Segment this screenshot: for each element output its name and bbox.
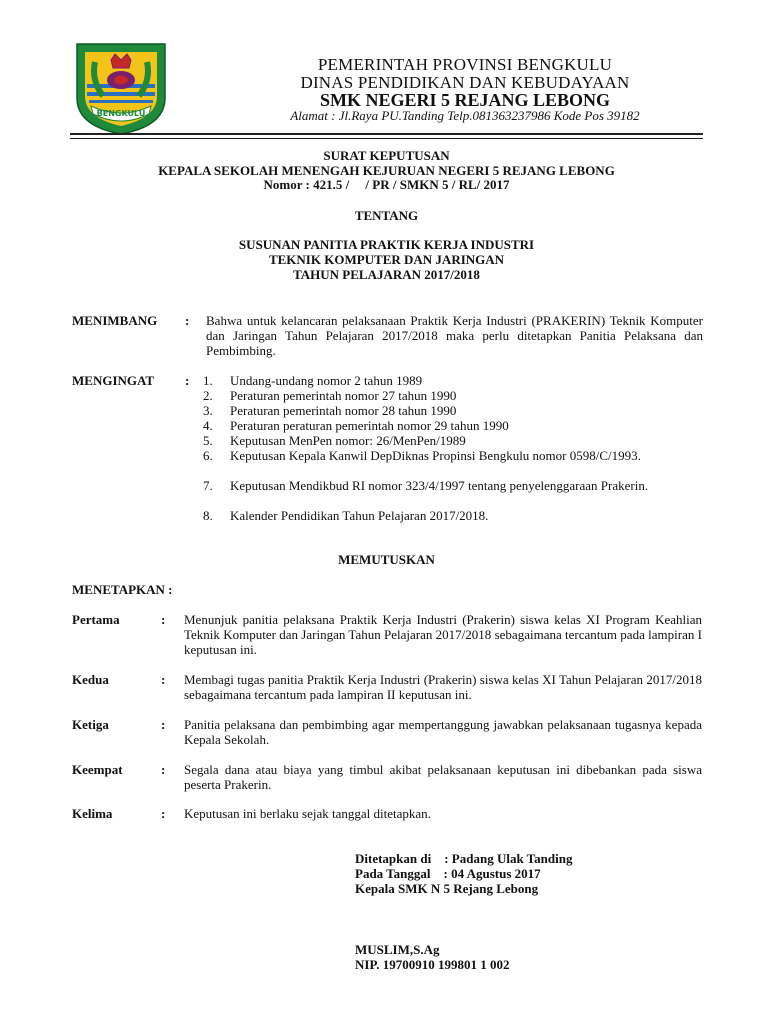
mengingat-item-number: 7. <box>203 478 213 493</box>
decision-colon: : <box>161 612 166 627</box>
decision-colon: : <box>161 762 166 777</box>
signature-date: Pada Tanggal : 04 Agustus 2017 <box>355 866 541 881</box>
mengingat-item-text: Keputusan MenPen nomor: 26/MenPen/1989 <box>230 433 466 448</box>
decision-label-ketiga: Ketiga <box>72 717 109 732</box>
signature-position: Kepala SMK N 5 Rejang Lebong <box>355 881 539 896</box>
document-type-heading: SURAT KEPUTUSAN <box>323 148 450 163</box>
letterhead-government-line: PEMERINTAH PROVINSI BENGKULU <box>317 55 613 74</box>
decision-colon: : <box>161 806 166 821</box>
decision-text-keempat: Segala dana atau biaya yang timbul akibat pelaksanaan keputusan ini dibebankan pada siswa peserta Prakerin. <box>184 762 702 792</box>
signatory-name: MUSLIM,S.Ag <box>355 942 440 957</box>
letterhead-address: Alamat : Jl.Raya PU.Tanding Telp.081363237986 Kode Pos 39182 <box>290 108 640 123</box>
tentang-heading: TENTANG <box>354 208 419 223</box>
mengingat-item-text: Peraturan pemerintah nomor 27 tahun 1990 <box>230 388 457 403</box>
mengingat-item-text: Kalender Pendidikan Tahun Pelajaran 2017/2018. <box>230 508 489 523</box>
mengingat-item-number: 1. <box>203 373 213 388</box>
mengingat-item-number: 8. <box>203 508 213 523</box>
subject-line-2: TEKNIK KOMPUTER DAN JARINGAN <box>268 252 505 267</box>
mengingat-item-number: 5. <box>203 433 213 448</box>
decision-text-kedua: Membagi tugas panitia Praktik Kerja Industri (Prakerin) siswa kelas XI Tahun Pelajaran 2017/2018 sebagaimana tercantum pada lampiran II keputusan ini. <box>184 672 702 702</box>
logo-banner-text: BENGKULU <box>96 109 146 118</box>
mengingat-item-number: 3. <box>203 403 213 418</box>
mengingat-item-text: Undang-undang nomor 2 tahun 1989 <box>230 373 423 388</box>
menimbang-text: Bahwa untuk kelancaran pelaksanaan Praktik Kerja Industri (PRAKERIN) Teknik Komputer dan Jaringan Tahun Pelajaran 2017/2018 maka perlu ditetapkan Panitia Pelaksana dan Pembimbing. <box>206 313 703 358</box>
subject-line-1: SUSUNAN PANITIA PRAKTIK KERJA INDUSTRI <box>238 237 535 252</box>
mengingat-label: MENGINGAT <box>72 373 155 388</box>
mengingat-item-number: 2. <box>203 388 213 403</box>
subject-line-3: TAHUN PELAJARAN 2017/2018 <box>293 267 480 282</box>
mengingat-item-text: Peraturan peraturan pemerintah nomor 29 tahun 1990 <box>230 418 509 433</box>
decision-label-kelima: Kelima <box>72 806 113 821</box>
letterhead-school-name: SMK NEGERI 5 REJANG LEBONG <box>319 90 611 110</box>
provincial-emblem-logo <box>73 40 169 136</box>
letterhead-rule-thick <box>70 133 703 135</box>
letterhead-department-line: DINAS PENDIDIKAN DAN KEBUDAYAAN <box>300 73 630 92</box>
decision-text-kelima: Keputusan ini berlaku sejak tanggal ditetapkan. <box>184 806 431 821</box>
decision-text-pertama: Menunjuk panitia pelaksana Praktik Kerja Industri (Prakerin) siswa kelas XI Program Keahlian Teknik Komputer dan Jaringan Tahun Pelajaran 2017/2018 sebagaimana tercantum pada lampiran I keputusan ini. <box>184 612 702 657</box>
letterhead-rule-thin <box>70 138 703 139</box>
mengingat-colon: : <box>185 373 190 388</box>
mengingat-item-text: Keputusan Kepala Kanwil DepDiknas Propinsi Bengkulu nomor 0598/C/1993. <box>230 448 641 463</box>
decision-label-keempat: Keempat <box>72 762 123 777</box>
mengingat-item-text: Peraturan pemerintah nomor 28 tahun 1990 <box>230 403 457 418</box>
decision-colon: : <box>161 672 166 687</box>
menimbang-label: MENIMBANG <box>72 313 158 328</box>
signature-place: Ditetapkan di : Padang Ulak Tanding <box>355 851 573 866</box>
signatory-nip: NIP. 19700910 199801 1 002 <box>355 957 510 972</box>
decision-text-ketiga: Panitia pelaksana dan pembimbing agar mempertanggung jawabkan pelaksanaan tugasnya kepada Kepala Sekolah. <box>184 717 702 747</box>
menimbang-colon: : <box>185 313 190 328</box>
mengingat-item-number: 6. <box>203 448 213 463</box>
mengingat-item-text: Keputusan Mendikbud RI nomor 323/4/1997 tentang penyelenggaraan Prakerin. <box>230 478 649 493</box>
issuer-heading: KEPALA SEKOLAH MENENGAH KEJURUAN NEGERI 5 REJANG LEBONG <box>158 163 615 178</box>
memutuskan-heading: MEMUTUSKAN <box>338 552 435 567</box>
document-number: Nomor : 421.5 / / PR / SMKN 5 / RL/ 2017 <box>263 177 510 192</box>
decision-colon: : <box>161 717 166 732</box>
decision-label-kedua: Kedua <box>72 672 109 687</box>
menetapkan-label: MENETAPKAN : <box>72 582 173 597</box>
decision-label-pertama: Pertama <box>72 612 120 627</box>
mengingat-item-number: 4. <box>203 418 213 433</box>
